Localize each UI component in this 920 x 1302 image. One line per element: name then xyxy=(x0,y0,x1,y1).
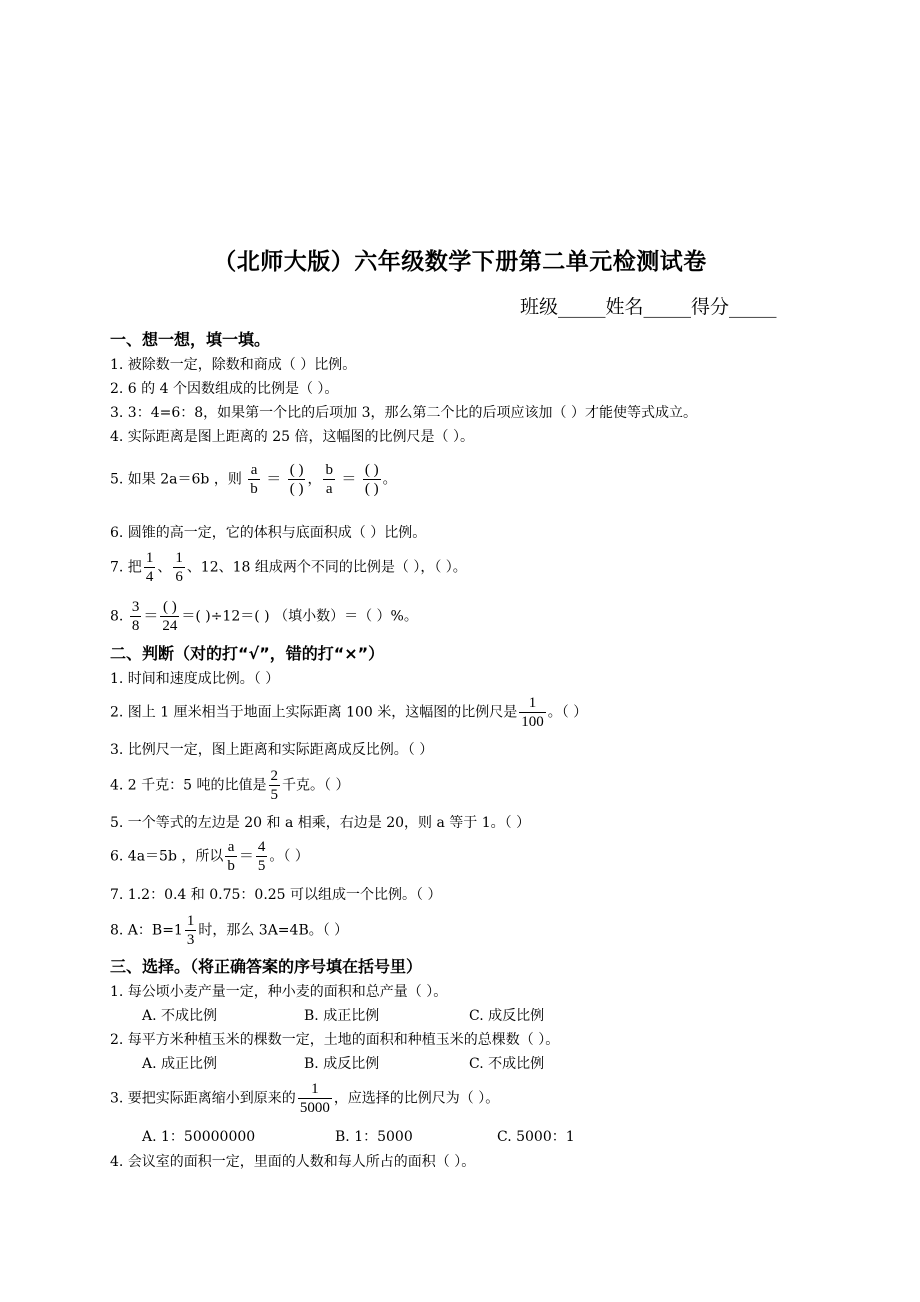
fraction: $\frac{b}{a}$ xyxy=(325,462,333,497)
choice-question-2: 2. 每平方米种植玉米的棵数一定，土地的面积和种植玉米的总棵数（ ）。 xyxy=(110,1032,560,1048)
choice-options-3 xyxy=(142,1128,575,1146)
equals-sign: ＝ xyxy=(266,471,282,488)
option-a: A. 不成比例 xyxy=(142,1008,218,1024)
judge-question-2 xyxy=(110,694,587,731)
section-heading-choice: 三、选择。（将正确答案的序号填在括号里） xyxy=(110,957,423,976)
judge-q4-suffix: 千克。（ ） xyxy=(282,777,350,794)
judge-q6-prefix: 6. 4a＝5b ，所以 xyxy=(110,848,224,865)
fraction: $\frac{1}{6}$ xyxy=(175,550,183,585)
choice-question-1: 1. 每公顷小麦产量一定，种小麦的面积和总产量（ ）。 xyxy=(110,984,448,1000)
fraction: $\frac{1}{5000}$ xyxy=(299,1081,330,1116)
fill-question-6: 6. 圆锥的高一定，它的体积与底面积成（ ）比例。 xyxy=(110,525,427,541)
judge-q8-suffix: 时，那么 3A=4B。（ ） xyxy=(198,922,349,939)
separator: 、 xyxy=(157,559,172,576)
fraction: $\frac{3}{8}$ xyxy=(131,599,140,634)
option-b: B. 成正比例 xyxy=(304,1008,380,1024)
option-c: C. 不成比例 xyxy=(469,1056,545,1072)
choice-question-3 xyxy=(110,1080,499,1117)
judge-question-8 xyxy=(110,912,348,949)
judge-question-7: 7. 1.2：0.4 和 0.75：0.25 可以组成一个比例。（ ） xyxy=(110,887,442,903)
blank-fraction: $\frac{( )}{( )}$ xyxy=(364,462,379,497)
fraction: $\frac{4}{5}$ xyxy=(257,839,266,874)
judge-question-3: 3. 比例尺一定，图上距离和实际距离成反比例。（ ） xyxy=(110,742,434,758)
fraction: $\frac{1}{3}$ xyxy=(186,913,195,948)
equals-sign: ＝ xyxy=(143,608,159,625)
equals-sign: ＝ xyxy=(341,471,357,488)
q8-prefix: 8. xyxy=(110,608,124,625)
fill-question-2: 2. 6 的 4 个因数组成的比例是（ ）。 xyxy=(110,381,339,397)
q7-prefix: 7. 把 xyxy=(110,559,142,576)
period: 。 xyxy=(382,471,397,488)
choice-options-2 xyxy=(142,1055,544,1073)
judge-q4-prefix: 4. 2 千克：5 吨的比值是 xyxy=(110,777,267,794)
choice-q3-prefix: 3. 要把实际距离缩小到原来的 xyxy=(110,1090,296,1107)
judge-question-5: 5. 一个等式的左边是 20 和 a 相乘，右边是 20，则 a 等于 1。（ ） xyxy=(110,815,531,831)
equals-sign: ＝ xyxy=(238,848,254,865)
choice-options-1 xyxy=(142,1007,544,1025)
q8-suffix: ＝( )÷12＝( ) （填小数）＝（ ）%。 xyxy=(181,608,418,625)
judge-question-1: 1. 时间和速度成比例。（ ） xyxy=(110,671,280,687)
fraction: $\frac{1}{4}$ xyxy=(145,550,154,585)
judge-q6-suffix: 。（ ） xyxy=(269,848,309,865)
judge-q2-suffix: 。（ ） xyxy=(547,704,588,721)
section-heading-judge: 二、判断（对的打“√”，错的打“×”） xyxy=(110,644,385,663)
fill-question-3: 3. 3：4=6：8，如果第一个比的后项加 3，那么第二个比的后项应该加（ ）才能使等式成立。 xyxy=(110,405,697,421)
fraction: $\frac{2}{5}$ xyxy=(270,768,279,803)
fill-question-1: 1. 被除数一定，除数和商成（ ）比例。 xyxy=(110,357,357,373)
judge-question-6 xyxy=(110,838,309,875)
judge-q2-prefix: 2. 图上 1 厘米相当于地面上实际距离 100 米，这幅图的比例尺是 xyxy=(110,704,518,721)
option-c: C. 5000：1 xyxy=(497,1129,575,1145)
fraction: $\frac{1}{100}$ xyxy=(521,695,544,730)
student-info: 班级_____姓名_____得分_____ xyxy=(520,296,777,318)
section-heading-fill: 一、想一想，填一填。 xyxy=(110,330,271,349)
option-c: C. 成反比例 xyxy=(469,1008,545,1024)
comma: ， xyxy=(307,471,322,488)
fill-question-4: 4. 实际距离是图上距离的 25 倍，这幅图的比例尺是（ ）。 xyxy=(110,429,474,445)
option-a: A. 成正比例 xyxy=(142,1056,218,1072)
page-title: （北师大版）六年级数学下册第二单元检测试卷 xyxy=(213,249,707,275)
option-b: B. 成反比例 xyxy=(304,1056,380,1072)
fraction: $\frac{a}{b}$ xyxy=(227,839,235,874)
fill-question-5 xyxy=(110,461,397,498)
option-b: B. 1：5000 xyxy=(335,1129,413,1145)
judge-q8-prefix: 8. A：B=1 xyxy=(110,922,183,939)
q7-suffix: 、12、18 组成两个不同的比例是（ ），（ ）。 xyxy=(186,559,467,576)
fill-question-7 xyxy=(110,549,467,586)
option-a: A. 1：50000000 xyxy=(142,1129,256,1145)
choice-q3-suffix: ，应选择的比例尺为（ ）。 xyxy=(333,1090,500,1107)
judge-question-4 xyxy=(110,767,349,804)
blank-fraction: $\frac{( )}{( )}$ xyxy=(289,462,304,497)
choice-question-4: 4. 会议室的面积一定，里面的人数和每人所占的面积（ ）。 xyxy=(110,1154,476,1170)
fraction: $\frac{a}{b}$ xyxy=(250,462,258,497)
q5-prefix: 5. 如果 2a＝6b ，则 xyxy=(110,471,242,488)
fill-question-8 xyxy=(110,598,418,635)
blank-fraction: $\frac{( )}{24}$ xyxy=(162,599,178,634)
